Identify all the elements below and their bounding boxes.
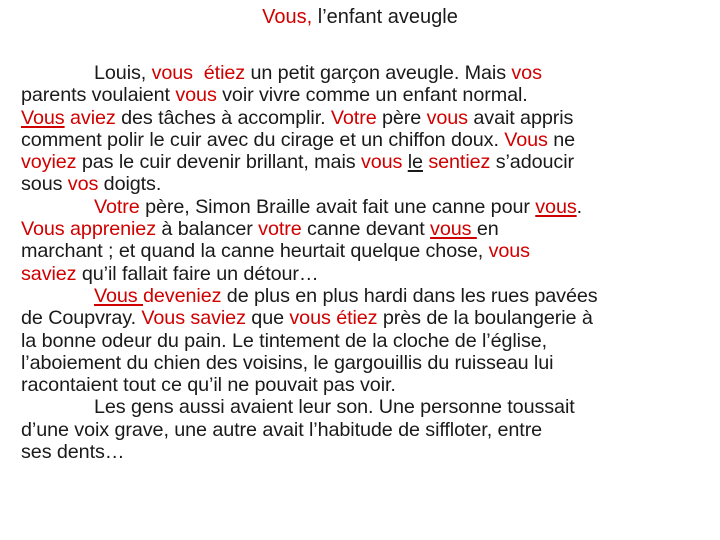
highlighted-word: aviez [70,106,116,129]
text-segment: s’adoucir [490,151,574,174]
text-segment: père, Simon Braille avait fait une canne pour [139,195,536,218]
text-line [21,396,711,418]
paragraph [21,196,711,285]
text-line [21,307,711,329]
text-line [21,374,711,396]
underlined-highlighted-word: vous [430,218,477,241]
highlighted-word: appreniez [70,218,156,241]
text-segment: sous [21,173,68,196]
text-line [21,263,711,285]
text-segment: l’aboiement du chien des voisins, le gargouillis du ruisseau lui [21,351,554,374]
highlighted-word: voyiez [21,151,77,174]
text-segment: parents voulaient [21,84,176,107]
text-line [21,419,711,441]
highlighted-word: sentiez [428,151,491,174]
text-segment: marchant ; et quand la canne heurtait quelque chose, [21,240,489,263]
text-segment: de plus en plus hardi dans les rues pavées [221,284,598,307]
text-line [21,196,711,218]
text-line [21,352,711,374]
page-title [0,4,720,30]
story-text [21,62,711,463]
text-segment: la bonne odeur du pain. Le tintement de la cloche de l’église, [21,329,548,352]
text-segment: un petit garçon aveugle. Mais [245,62,512,84]
highlighted-word: vous [488,240,530,263]
paragraph [21,396,711,463]
text-segment: de Coupvray. [21,307,142,330]
highlighted-word: vous [360,151,403,174]
underlined-highlighted-word: vous [535,195,577,218]
text-segment: des tâches à accomplir. [115,106,331,129]
paragraph [21,285,711,396]
underlined-highlighted-word: Vous [94,284,143,307]
text-segment: voir vivre comme un enfant normal. [216,84,528,107]
highlighted-word: deveniez [143,284,222,307]
underlined-highlighted-word: Vous [21,106,65,129]
title-highlight: Vous, [262,6,313,28]
text-segment: père [376,106,427,129]
highlighted-word: Votre [330,106,377,129]
text-line [21,84,711,106]
text-segment: à balancer [156,218,259,241]
text-line [21,129,711,151]
text-segment: ses dents… [21,441,125,464]
text-segment: canne devant [301,218,431,241]
underlined-word: le [407,151,423,174]
text-segment: que [245,307,290,330]
paragraph [21,62,711,196]
text-line [21,62,711,84]
text-segment: Louis, [94,62,152,84]
text-segment: comment polir le cuir avec du cirage et un chiffon doux. [21,128,505,151]
highlighted-word: vous [175,84,217,107]
text-segment: racontaient tout ce qu’il ne pouvait pas voir. [21,374,396,397]
highlighted-word: votre [258,218,302,241]
text-segment: qu’il fallait faire un détour… [76,262,319,285]
text-segment: ne [547,128,576,151]
text-segment: . [576,195,583,218]
highlighted-word: étiez [336,307,378,330]
text-line [21,151,711,173]
highlighted-word: saviez [190,307,246,330]
highlighted-word: étiez [203,62,246,84]
highlighted-word: vous [426,106,468,129]
highlighted-word: vos [67,173,99,196]
text-segment: près de la boulangerie à [377,307,593,330]
text-line [21,107,711,129]
text-line [21,240,711,262]
text-segment: d’une voix grave, une autre avait l’habitude de siffloter, entre [21,418,543,441]
title-text: l’enfant aveugle [312,6,458,28]
text-line [21,218,711,240]
text-line [21,441,711,463]
highlighted-word: vous [289,307,331,330]
text-segment [193,62,204,84]
text-segment: doigts. [98,173,162,196]
text-segment: pas le cuir devenir brillant, mais [76,151,361,174]
text-segment: en [476,218,499,241]
text-line [21,330,711,352]
text-line [21,285,711,307]
text-segment: avait appris [467,106,574,129]
highlighted-word: Vous [504,128,548,151]
text-segment: Les gens aussi avaient leur son. Une personne toussait [94,396,575,419]
highlighted-word: Vous [21,218,65,241]
highlighted-word: vos [511,62,542,84]
text-line [21,173,711,195]
highlighted-word: Votre [94,195,140,218]
highlighted-word: Vous [141,307,185,330]
highlighted-word: saviez [21,262,77,285]
highlighted-word: vous [151,62,193,84]
